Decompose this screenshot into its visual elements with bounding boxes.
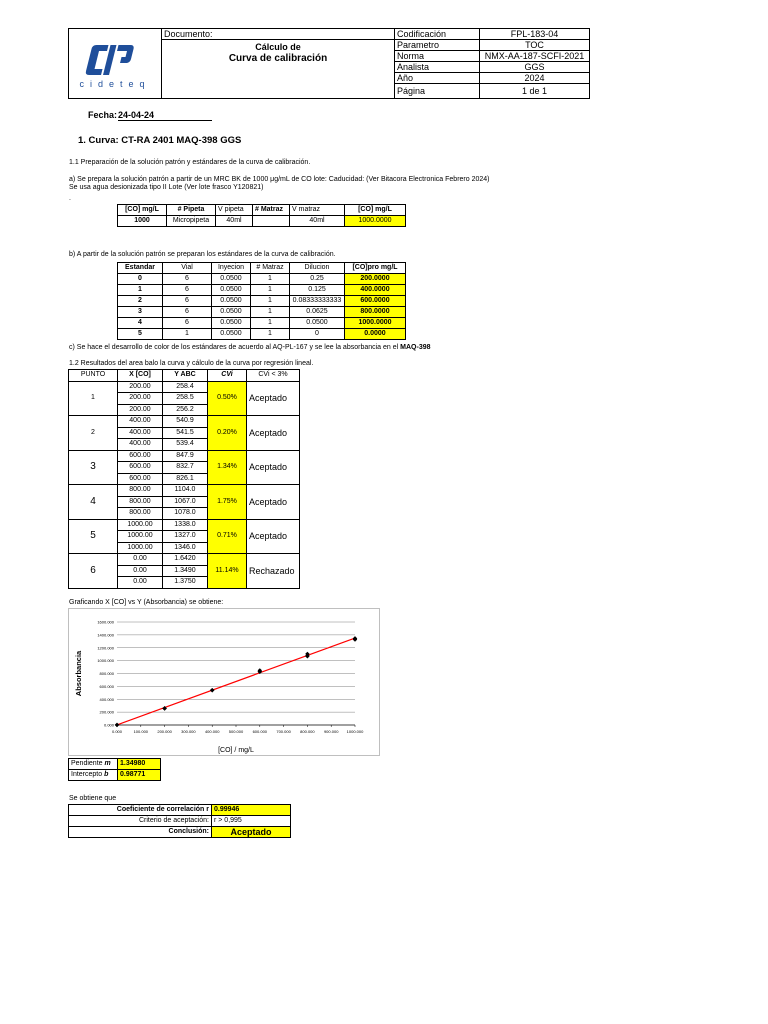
logo-wordmark: cideteq bbox=[79, 78, 151, 89]
result-status: Aceptado bbox=[247, 416, 300, 451]
std-cell: 0.0500 bbox=[212, 285, 251, 296]
result-y: 256.2 bbox=[163, 404, 208, 416]
x-tick-label: 100.000 bbox=[133, 729, 149, 734]
title-line-1: Cálculo de bbox=[255, 42, 301, 52]
result-cvi: 0.50% bbox=[208, 381, 247, 416]
std-cell: 0.125 bbox=[290, 285, 345, 296]
results-table bbox=[68, 369, 300, 589]
result-punto: 4 bbox=[69, 485, 118, 520]
section-b: b) A partir de la solución patrón se preparan los estándares de la curva de calibración. bbox=[69, 251, 336, 258]
std-cell: 0 bbox=[290, 329, 345, 340]
std-row bbox=[118, 318, 406, 329]
y-tick-label: 1600.000 bbox=[97, 619, 114, 625]
section-a-line2: Se usa agua desionizada tipo II Lote (Ver lote frasco Y120821) bbox=[69, 184, 264, 191]
meta-label-4: Año bbox=[395, 73, 480, 84]
stock-cell-4: 40ml bbox=[290, 216, 345, 227]
result-punto: 6 bbox=[69, 554, 118, 589]
std-header-4: Dilucion bbox=[290, 263, 345, 274]
result-punto: 5 bbox=[69, 519, 118, 554]
result-y: 1346.0 bbox=[163, 542, 208, 554]
std-cell: 1 bbox=[163, 329, 212, 340]
meta-label-0: Codificación bbox=[395, 29, 480, 40]
section-c-bold: MAQ-398 bbox=[400, 344, 431, 351]
std-cell: 2 bbox=[118, 296, 163, 307]
std-cell: 1 bbox=[251, 307, 290, 318]
std-cell: 5 bbox=[118, 329, 163, 340]
result-status: Rechazado bbox=[247, 554, 300, 589]
result-row bbox=[69, 485, 300, 497]
slope-label bbox=[69, 759, 118, 770]
std-cell: 4 bbox=[118, 318, 163, 329]
std-cell: 0.25 bbox=[290, 274, 345, 285]
std-cell: 1 bbox=[251, 329, 290, 340]
result-y: 258.5 bbox=[163, 393, 208, 405]
intercept-label bbox=[69, 770, 118, 781]
logo-cell bbox=[69, 29, 162, 99]
result-y: 847.9 bbox=[163, 450, 208, 462]
result-y: 1104.0 bbox=[163, 485, 208, 497]
stock-cell-5: 1000.0000 bbox=[345, 216, 406, 227]
std-cell: 0.0500 bbox=[212, 307, 251, 318]
std-cell: 0.08333333333 bbox=[290, 296, 345, 307]
result-x: 1000.00 bbox=[118, 531, 163, 543]
meta-label-5: Página bbox=[395, 84, 480, 99]
std-header-1: Vial bbox=[163, 263, 212, 274]
std-cell: 6 bbox=[163, 296, 212, 307]
result-punto: 3 bbox=[69, 450, 118, 485]
x-tick-label: 300.000 bbox=[181, 729, 196, 734]
section-c-text: c) Se hace el desarrollo de color de los estándares de acuerdo al AQ-PL-167 y se lee la absorbancia en el bbox=[69, 344, 399, 351]
std-row bbox=[118, 296, 406, 307]
intercept-symbol: b bbox=[104, 771, 109, 778]
std-cell: 400.0000 bbox=[345, 285, 406, 296]
meta-value-5: 1 de 1 bbox=[480, 84, 590, 99]
y-tick-label: 600.000 bbox=[99, 683, 114, 689]
summary-value-1: r > 0,995 bbox=[212, 816, 291, 827]
document-header bbox=[68, 28, 590, 99]
result-punto: 1 bbox=[69, 381, 118, 416]
result-x: 400.00 bbox=[118, 416, 163, 428]
x-axis-label: [CO] / mg/L bbox=[218, 747, 254, 754]
result-y: 1067.0 bbox=[163, 496, 208, 508]
std-cell: 0.0625 bbox=[290, 307, 345, 318]
res-header-1: X [CO] bbox=[118, 370, 163, 382]
result-x: 200.00 bbox=[118, 381, 163, 393]
res-header-0: PUNTO bbox=[69, 370, 118, 382]
logo-icon bbox=[83, 43, 145, 77]
section-1-2: 1.2 Resultados del area balo la curva y cálculo de la curva por regresión lineal. bbox=[69, 360, 314, 367]
result-x: 600.00 bbox=[118, 462, 163, 474]
std-cell: 6 bbox=[163, 285, 212, 296]
intercept-value: 0.98771 bbox=[118, 770, 161, 781]
result-x: 1000.00 bbox=[118, 542, 163, 554]
result-y: 541.5 bbox=[163, 427, 208, 439]
std-cell: 6 bbox=[163, 274, 212, 285]
result-y: 1.6420 bbox=[163, 554, 208, 566]
section-a-line1: a) Se prepara la solución patrón a partir de un MRC BK de 1000 μg/mL de CO lote: Caducidad: (Ver Bitacora Electronica Febrero 2024) bbox=[69, 176, 490, 183]
std-cell: 0.0500 bbox=[212, 318, 251, 329]
result-x: 400.00 bbox=[118, 427, 163, 439]
std-cell: 200.0000 bbox=[345, 274, 406, 285]
calibration-chart bbox=[69, 609, 379, 755]
result-status: Aceptado bbox=[247, 519, 300, 554]
stock-header-5: [CO] mg/L bbox=[345, 205, 406, 216]
stock-cell-1: Micropipeta bbox=[167, 216, 216, 227]
summary-label-1: Criterio de aceptación: bbox=[69, 816, 212, 827]
result-x: 0.00 bbox=[118, 577, 163, 589]
dot: . bbox=[69, 195, 71, 202]
meta-value-3: GGS bbox=[480, 62, 590, 73]
x-tick-label: 600.000 bbox=[252, 729, 268, 734]
stock-header-0: [CO] mg/L bbox=[118, 205, 167, 216]
result-status: Aceptado bbox=[247, 485, 300, 520]
fecha-label: Fecha: bbox=[88, 110, 118, 120]
meta-label-1: Parametro bbox=[395, 40, 480, 51]
result-y: 1.3750 bbox=[163, 577, 208, 589]
y-tick-label: 400.000 bbox=[99, 696, 114, 702]
section-c bbox=[69, 343, 431, 352]
y-tick-label: 0.000 bbox=[103, 722, 114, 728]
result-x: 200.00 bbox=[118, 404, 163, 416]
x-tick-label: 0.000 bbox=[111, 729, 123, 734]
y-tick-label: 1200.000 bbox=[97, 645, 114, 651]
result-x: 1000.00 bbox=[118, 519, 163, 531]
y-tick-label: 1000.000 bbox=[97, 658, 114, 664]
chart-frame bbox=[68, 608, 380, 756]
result-x: 0.00 bbox=[118, 554, 163, 566]
title-line-2: Curva de calibración bbox=[228, 53, 328, 64]
summary-value-0: 0.99946 bbox=[212, 805, 291, 816]
y-tick-label: 1400.000 bbox=[97, 632, 114, 638]
result-cvi: 1.34% bbox=[208, 450, 247, 485]
std-header-2: Inyecion bbox=[212, 263, 251, 274]
result-row bbox=[69, 416, 300, 428]
stock-header-4: V matraz bbox=[290, 205, 345, 216]
slope-value: 1.34980 bbox=[118, 759, 161, 770]
std-cell: 1 bbox=[251, 274, 290, 285]
result-x: 200.00 bbox=[118, 393, 163, 405]
summary-label-0: Coeficiente de correlación r bbox=[69, 805, 212, 816]
data-point bbox=[210, 688, 214, 692]
summary-table bbox=[68, 804, 291, 838]
std-cell: 3 bbox=[118, 307, 163, 318]
result-y: 258.4 bbox=[163, 381, 208, 393]
x-tick-label: 800.000 bbox=[300, 729, 315, 734]
result-row bbox=[69, 519, 300, 531]
result-y: 1078.0 bbox=[163, 508, 208, 520]
standards-table bbox=[117, 262, 406, 340]
result-x: 800.00 bbox=[118, 485, 163, 497]
result-x: 600.00 bbox=[118, 473, 163, 485]
meta-label-2: Norma bbox=[395, 51, 480, 62]
std-cell: 600.0000 bbox=[345, 296, 406, 307]
std-header-3: # Matraz bbox=[251, 263, 290, 274]
obtains-label: Se obtiene que bbox=[69, 795, 117, 802]
stock-header-3: # Matraz bbox=[253, 205, 290, 216]
result-y: 539.4 bbox=[163, 439, 208, 451]
std-cell: 1000.0000 bbox=[345, 318, 406, 329]
std-header-0: Estandar bbox=[118, 263, 163, 274]
std-cell: 1 bbox=[251, 285, 290, 296]
result-y: 826.1 bbox=[163, 473, 208, 485]
stock-table bbox=[117, 204, 406, 227]
result-status: Aceptado bbox=[247, 450, 300, 485]
section-1-1: 1.1 Preparación de la solución patrón y estándares de la curva de calibración. bbox=[69, 159, 311, 166]
x-tick-label: 400.000 bbox=[204, 729, 220, 734]
graph-caption: Graficando X [CO] vs Y (Absorbancia) se obtiene: bbox=[69, 599, 224, 606]
result-x: 0.00 bbox=[118, 565, 163, 577]
stock-header-1: # Pipeta bbox=[167, 205, 216, 216]
result-x: 400.00 bbox=[118, 439, 163, 451]
intercept-label-text: Intercepto bbox=[71, 771, 103, 778]
x-tick-label: 1000.000 bbox=[346, 729, 364, 734]
x-tick-label: 200.000 bbox=[157, 729, 172, 734]
x-tick-label: 900.000 bbox=[323, 729, 339, 734]
document-title bbox=[162, 40, 395, 99]
std-row bbox=[118, 307, 406, 318]
std-row bbox=[118, 274, 406, 285]
cideteq-logo bbox=[71, 35, 159, 93]
result-y: 1327.0 bbox=[163, 531, 208, 543]
result-row bbox=[69, 450, 300, 462]
summary-value-2: Aceptado bbox=[212, 827, 291, 838]
y-tick-label: 800.000 bbox=[99, 671, 114, 676]
y-axis-label: Absorbancia bbox=[74, 650, 83, 697]
stock-header-2: V pipeta bbox=[216, 205, 253, 216]
stock-cell-2: 40ml bbox=[216, 216, 253, 227]
slope-label-text: Pendiente bbox=[71, 760, 103, 767]
std-cell: 1 bbox=[118, 285, 163, 296]
result-y: 832.7 bbox=[163, 462, 208, 474]
stock-cell-0: 1000 bbox=[118, 216, 167, 227]
res-header-2: Y ABC bbox=[163, 370, 208, 382]
std-cell: 0.0500 bbox=[290, 318, 345, 329]
std-cell: 1 bbox=[251, 296, 290, 307]
result-status: Aceptado bbox=[247, 381, 300, 416]
result-x: 800.00 bbox=[118, 496, 163, 508]
result-punto: 2 bbox=[69, 416, 118, 451]
result-y: 1338.0 bbox=[163, 519, 208, 531]
document-label: Documento: bbox=[162, 29, 395, 40]
std-cell: 6 bbox=[163, 318, 212, 329]
std-row bbox=[118, 285, 406, 296]
std-cell: 0 bbox=[118, 274, 163, 285]
res-header-3: CVi bbox=[208, 370, 247, 382]
meta-value-0: FPL-183-04 bbox=[480, 29, 590, 40]
result-cvi: 11.14% bbox=[208, 554, 247, 589]
result-y: 1.3490 bbox=[163, 565, 208, 577]
result-cvi: 0.20% bbox=[208, 416, 247, 451]
result-x: 600.00 bbox=[118, 450, 163, 462]
std-cell: 0.0500 bbox=[212, 329, 251, 340]
y-tick-label: 200.000 bbox=[99, 709, 114, 715]
x-tick-label: 700.000 bbox=[276, 729, 291, 734]
curva-title: 1. Curva: CT-RA 2401 MAQ-398 GGS bbox=[78, 135, 242, 146]
std-cell: 6 bbox=[163, 307, 212, 318]
result-row bbox=[69, 381, 300, 393]
fecha-value: 24-04-24 bbox=[118, 110, 212, 121]
std-cell: 1 bbox=[251, 318, 290, 329]
data-point bbox=[115, 723, 119, 727]
res-header-4: CVi < 3% bbox=[247, 370, 300, 382]
meta-label-3: Analista bbox=[395, 62, 480, 73]
std-cell: 0.0000 bbox=[345, 329, 406, 340]
result-y: 540.9 bbox=[163, 416, 208, 428]
meta-value-1: TOC bbox=[480, 40, 590, 51]
slope-symbol: m bbox=[104, 760, 111, 767]
std-header-5: [CO]pro mg/L bbox=[345, 263, 406, 274]
regression-table bbox=[68, 758, 161, 781]
result-row bbox=[69, 554, 300, 566]
meta-value-2: NMX-AA-187-SCFI-2021 bbox=[480, 51, 590, 62]
result-x: 800.00 bbox=[118, 508, 163, 520]
std-cell: 0.0500 bbox=[212, 296, 251, 307]
result-cvi: 0.71% bbox=[208, 519, 247, 554]
result-cvi: 1.75% bbox=[208, 485, 247, 520]
std-row bbox=[118, 329, 406, 340]
std-cell: 800.0000 bbox=[345, 307, 406, 318]
meta-value-4: 2024 bbox=[480, 73, 590, 84]
x-tick-label: 500.000 bbox=[228, 729, 244, 734]
summary-label-2: Conclusión: bbox=[69, 827, 212, 838]
std-cell: 0.0500 bbox=[212, 274, 251, 285]
stock-cell-3 bbox=[253, 216, 290, 227]
